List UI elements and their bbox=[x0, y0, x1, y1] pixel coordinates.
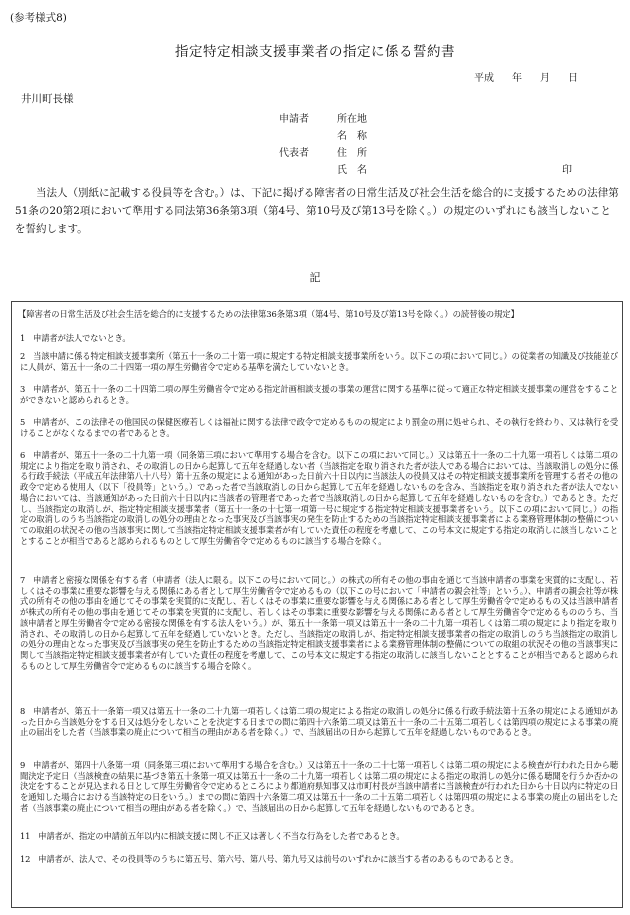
provision-number: 12 bbox=[20, 854, 31, 864]
provision-item bbox=[20, 575, 618, 671]
provision-item bbox=[20, 831, 618, 842]
provision-text: 当該申請に係る特定相談支援事業所（第五十一条の二十第一項に規定する特定相談支援事業所をいう。以下この項において同じ。）の従業者の知識及び技能並びに人員が、第五十一条の二十四第一項の厚生労働省令で定める基準を満たしていないとき。 bbox=[20, 351, 618, 372]
provision-item bbox=[20, 351, 618, 372]
provision-text: 申請者が、指定の申請前五年以内に相談支援に関し不正又は著しく不当な行為をした者であるとき。 bbox=[38, 831, 405, 841]
provision-number: 2 bbox=[20, 351, 26, 361]
provision-text: 申請者が、第五十一条の二十九第一項（同条第三項において準用する場合を含む。以下この項において同じ。）又は第五十一条の二十九第一項若しくは第二項の規定により指定を取り消され、その取消しの日から起算して五年を経過しない者（当該指定を取り消された者が法人である場合においては、当該取消しの処分に係る行政手続法（平成五年法律第八十八号）第十五条の規定による通知があった日前六十日以内に当該法人の役員又はその特定相談支援事業所を管理する者その他の政令で定める使用人（以下「役員等」という。）であった者で当該取消しの日から起算して五年を経過しないものを含み、当該指定を取り消された者が法人でない場合においては、当該通知があった日前六十日以内に当該者の管理者であった者で当該取消しの日から起算して五年を経過しないものを含む。）であるとき。ただし、当該指定の取消しが、指定特定相談支援事業者（第五十一条の十七第一項第一号に規定する指定特定相談支援事業者をいう。以下この項において同じ。）の指定の取消しのうち当該指定の取消しの処分の理由となった事実及び当該事実の発生を防止するための当該指定特定相談支援事業者による業務管理体制の整備についての取組の状況その他の当該事実に関して当該指定特定相談支援事業者が有していた責任の程度を考慮して、この号本文に規定する指定の取消しに該当しないこととすることが相当であると認められるものとして厚生労働省令で定めるものに該当する場合を除く。 bbox=[20, 450, 618, 546]
provision-item bbox=[20, 450, 618, 546]
seal-mark: 印 bbox=[562, 165, 572, 176]
provision-item bbox=[20, 760, 618, 814]
form-label: (参考様式8) bbox=[10, 12, 67, 24]
provision-text: 申請者が、第四十八条第一項（同条第三項において準用する場合を含む。）又は第五十一条の二十七第一項若しくは第二項の規定による検査が行われた日から聴聞決定予定日（当該検査の結果に基づき第五十条第一項又は第五十一条の二十九第一項若しくは第二項の規定による指定の取消しの処分に係る聴聞を行うか否かの決定をすることが見込まれる日として厚生労働省令で定めるところにより都道府県知事又は市町村長が当該申請者に当該検査が行われた日から十日以内に特定の日を通知した場合における当該特定の日をいう。）までの間に第四十六条第二項又は第五十一条の二十五第二項若しくは第四項の規定による事業の廃止の届出をした者（当該事業の廃止について相当の理由がある者を除く。）で、当該届出の日から起算して五年を経過しないものであるとき。 bbox=[20, 760, 618, 813]
date-era: 平成 bbox=[474, 73, 494, 84]
provision-number: 6 bbox=[20, 450, 26, 460]
provision-text: 申請者が、第五十一条第一項又は第五十一条の二十九第一項若しくは第二項の規定による指定の取消しの処分に係る行政手続法第十五条の規定による通知があった日から当該処分をする日又は処分をしないことを決定する日までの間に第四十六条第二項又は第五十一条の二十五第二項若しくは第四項の規定による事業の廃止の届出をした者（当該事業の廃止について相当の理由がある者を除く。）で、当該届出の日から起算して五年を経過しないものであるとき。 bbox=[20, 706, 618, 738]
provision-item bbox=[20, 854, 618, 865]
provision-text: 申請者が、この法律その他国民の保健医療若しくは福祉に関する法律で政令で定めるものの規定により罰金の刑に処せられ、その執行を終わり、又は執行を受けることがなくなるまでの者であるとき。 bbox=[20, 417, 618, 438]
date-day: 日 bbox=[568, 73, 578, 84]
provision-number: 1 bbox=[20, 333, 26, 343]
provisions-title: 【障害者の日常生活及び社会生活を総合的に支援するための法律第36条第3項（第4号、第10号及び第13号を除く。）の読替後の規定】 bbox=[18, 309, 519, 319]
provision-number: 8 bbox=[20, 706, 26, 716]
date-line bbox=[474, 69, 578, 84]
representative-name-label: 氏 名 bbox=[337, 165, 367, 176]
provision-item bbox=[20, 333, 618, 344]
date-month: 月 bbox=[540, 73, 550, 84]
page-title: 指定特定相談支援事業者の指定に係る誓約書 bbox=[175, 44, 455, 60]
provision-text: 申請者と密接な関係を有する者（申請者（法人に限る。以下この号において同じ。）の株式の所有その他の事由を通じて当該申請者の事業を実質的に支配し、若しくはその事業に重要な影響を与える関係にある者として厚生労働省令で定めるもの（以下この号において「申請者の親会社等」という。）、申請者の親会社等が株式の所有その他の事由を通じてその事業を実質的に支配し、若しくはその事業に重要な影響を与える関係にある者として厚生労働省令で定めるもの又は当該申請者が株式の所有その他の事由を通じてその事業を実質的に支配し、若しくはその事業に重要な影響を与える関係にある者として厚生労働省令で定めるもののうち、当該申請者と厚生労働省令で定める密接な関係を有する法人をいう。）が、第五十一条第一項又は第五十一条の二十九第一項若しくは第二項の規定により指定を取り消され、その取消しの日から起算して五年を経過していないとき。ただし、当該指定の取消しが、指定特定相談支援事業者の指定の取消しのうち当該指定の取消しの処分の理由となった事実及び当該事実の発生を防止するための当該指定特定相談支援事業者による業務管理体制の整備についての取組の状況その他の当該事実に関して当該指定特定相談支援事業者が有していた責任の程度を考慮して、この号本文に規定する指定の取消しに該当しないこととすることが相当であると認められるものとして厚生労働省令で定めるものに該当する場合を除く。 bbox=[20, 575, 618, 671]
provision-item bbox=[20, 384, 618, 405]
addressee: 井川町長様 bbox=[21, 93, 74, 105]
representative-residence-label: 住 所 bbox=[337, 148, 367, 159]
provision-text: 申請者が、法人で、その役員等のうちに第五号、第六号、第八号、第九号又は前号のいずれかに該当する者のあるものであるとき。 bbox=[38, 854, 519, 864]
ki-heading: 記 bbox=[309, 271, 321, 284]
provision-number: 11 bbox=[20, 831, 31, 841]
provision-item bbox=[20, 417, 618, 438]
applicant-name-label: 名 称 bbox=[337, 131, 367, 142]
provision-number: 7 bbox=[20, 575, 26, 585]
representative-role-label: 代表者 bbox=[279, 148, 309, 159]
provision-number: 5 bbox=[20, 417, 26, 427]
provision-text: 申請者が法人でないとき。 bbox=[33, 333, 131, 343]
provision-number: 3 bbox=[20, 384, 26, 394]
pledge-statement: 当法人（別紙に記載する役員等を含む。）は、下記に掲げる障害者の日常生活及び社会生活を総合的に支援するための法律第51条の20第2項において準用する同法第36条第3項（第4号、第10号及び第13号を除く。）の規定のいずれにも該当しないことを誓約します。 bbox=[15, 187, 619, 235]
applicant-address-label: 所在地 bbox=[337, 114, 367, 125]
applicant-role-label: 申請者 bbox=[279, 114, 309, 125]
provision-text: 申請者が、第五十一条の二十四第二項の厚生労働省令で定める指定計画相談支援の事業の運営に関する基準に従って適正な特定相談支援事業の運営をすることができないと認められるとき。 bbox=[20, 384, 618, 405]
provision-number: 9 bbox=[20, 760, 26, 770]
date-year: 年 bbox=[512, 73, 522, 84]
provision-item bbox=[20, 706, 618, 738]
